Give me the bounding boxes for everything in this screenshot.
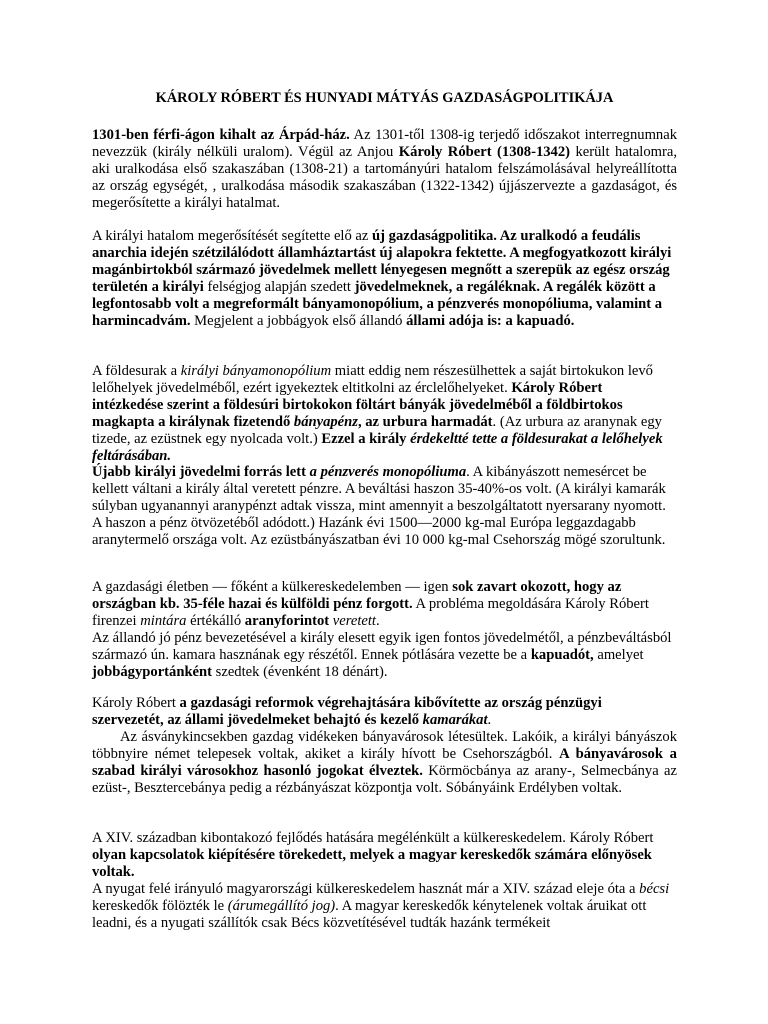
italic-text: (árumegállító jog) xyxy=(227,897,336,914)
bold-text: sok zavart okozott, hogy az országban kb. 35-féle hazai és külföldi pénz forgott. xyxy=(92,579,622,612)
bold-text: Károly Róbert (1308-1342) xyxy=(398,143,570,160)
bold-text: Ezzel a király xyxy=(321,430,411,447)
bold-text: a gazdasági reformok végrehajtására kibővítette az ország pénzügyi szervezetét, az állami jövedelmeket behajtó és kezelő xyxy=(92,695,602,728)
paragraph-mining-monopoly xyxy=(92,363,677,549)
bold-text: új gazdaságpolitika. Az uralkodó a feudális anarchia idején szétzilálódott államháztartást új alapokra fektette. A megfogyatkozott királyi magánbirtokból származó jövedelmek mellett lényegesen megnőtt a szerepük az egész ország területén a királyi xyxy=(92,228,672,295)
page-title: KÁROLY RÓBERT ÉS HUNYADI MÁTYÁS GAZDASÁGPOLITIKÁJA xyxy=(155,90,614,106)
paragraph-mining-towns xyxy=(92,729,677,797)
bold-text: Károly Róbert intézkedése szerint a földesúri birtokokon föltárt bányák jövedelméből a földbirtokos magkapta a királynak fizetendő xyxy=(92,379,623,430)
bold-text: aranyforintot xyxy=(244,612,330,629)
text: miatt eddig nem részesülhettek a saját birtokukon levő lelőhelyek jövedelméből, ezért igyekeztek eltitkolni az érclelőhelyeket. xyxy=(92,363,653,396)
text: A királyi hatalom megerősítését segítette elő az xyxy=(92,228,373,244)
text: felségjog alapján szedett xyxy=(203,278,355,295)
bold-text: , az urbura harmadát xyxy=(357,413,493,430)
italic-text: mintára xyxy=(140,612,187,629)
text: A probléma megoldására Károly Róbert firenzei xyxy=(92,595,649,629)
bold-text: A bányavárosok a szabad királyi városokhoz hasonló jogokat élveztek. xyxy=(92,745,677,779)
text: került hatalomra, aki uralkodása első szakaszában (1308-21) a tartományúri hatalom felszámolásával helyreállította az ország egységét, , uralkodása második szakaszában (1322-1342) újjászervezte a gazdaságot, és megerősítette a királyi hatalmat. xyxy=(92,143,677,211)
text: . A kibányászott nemesércet be kellett váltani a király által veretett pénzre. A beváltási haszon 35-40%-os volt. (A királyi kamarák súlyban ugyanannyi aranypénzt adtak vissza, mint amennyit a beszolgáltatott nyersarany nyomott. A haszon a pénz ötvözetéből adódott.) Hazánk évi 1500—2000 kg-mal Európa leggazdagabb aranytermelő országa volt. Az ezüstbányászatban évi 10 000 kg-mal Csehország mögé szorultunk. xyxy=(92,464,666,549)
bold-text: állami adója is: a kapuadó. xyxy=(406,312,575,329)
paragraph-foreign-trade xyxy=(92,830,677,931)
text: A gazdasági életben — főként a külkereskedelemben — igen xyxy=(92,579,453,595)
text: értékálló xyxy=(186,612,245,629)
text: Megjelent a jobbágyok első állandó xyxy=(190,312,407,329)
text: kereskedők fölözték le xyxy=(92,897,228,914)
text: amelyet xyxy=(593,646,644,663)
text: A nyugat felé irányuló magyarországi külkereskedelem hasznát már a XIV. század eleje óta a xyxy=(92,880,640,897)
paragraph-accession xyxy=(92,127,677,212)
bold-text: Újabb királyi jövedelmi forrás lett xyxy=(92,464,310,481)
text: A földesurak a xyxy=(92,363,181,379)
text: . xyxy=(487,711,492,728)
bold-text: kapuadót, xyxy=(530,646,594,663)
bold-italic-text: érdekeltté tette a földesurakat a lelőhelyek feltárásában. xyxy=(92,430,663,464)
italic-text: bécsi xyxy=(639,880,670,897)
bold-text: olyan kapcsolatok kiépítésére törekedett, melyek a magyar kereskedők számára előnyösek voltak. xyxy=(92,846,652,880)
text: Körmöcbánya az arany-, Selmecbánya az ezüst-, Besztercebánya pedig a rézbányászat központja volt. Sóbányáink Erdélyben voltak. xyxy=(92,762,677,796)
paragraph-economic-policy xyxy=(92,228,677,329)
text: . (Az urbura az aranynak egy tizede, az ezüstnek egy nyolcada volt.) xyxy=(92,413,662,447)
bold-italic-text: kamarákat xyxy=(422,711,488,728)
text: Az ásványkincsekben gazdag vidékeken bányavárosok létesültek. Lakóik, a királyi bányászok többnyire német telepesek voltak, akiket a király hívott be Csehországból. xyxy=(92,729,677,762)
text: . A magyar kereskedők kénytelenek voltak áruikat ott leadni, és a nyugati szállítók csak Bécs közvetítésével tudták hazánk termékeit xyxy=(92,897,647,931)
bold-italic-text: a pénzverés monopóliuma xyxy=(309,464,467,481)
bold-italic-text: bányapénz xyxy=(293,413,358,430)
bold-text: 1301-ben férfi-ágon kihalt az Árpád-ház. xyxy=(92,127,350,143)
bold-text: jobbágyportánként xyxy=(92,663,213,680)
bold-text: jövedelmeknek, a regáléknak. A regálék között a legfontosabb volt a megreformált bányamonopólium, a pénzverés monopóliuma, valamint a harmincadvám. xyxy=(92,278,663,329)
text: . xyxy=(375,612,380,629)
text: Az állandó jó pénz bevezetésével a király elesett egyik igen fontos jövedelmétől, a pénzbeváltásból származó ún. kamara hasznának egy részétől. Ennek pótlására vezette be a xyxy=(92,629,672,663)
italic-text: veretett xyxy=(332,612,376,629)
text: Az 1301-től 1308-ig terjedő időszakot interregnumnak nevezzük (király nélküli uralom). Végül az Anjou xyxy=(92,127,677,160)
paragraph-currency-reform xyxy=(92,579,677,680)
paragraph-financial-organization xyxy=(92,695,677,729)
text: szedtek (évenként 18 dénárt). xyxy=(212,663,388,680)
italic-text: királyi bányamonopólium xyxy=(180,363,332,379)
text: A XIV. században kibontakozó fejlődés hatására megélénkült a külkereskedelem. Károly Róbert xyxy=(92,830,654,846)
text: Károly Róbert xyxy=(92,695,180,711)
